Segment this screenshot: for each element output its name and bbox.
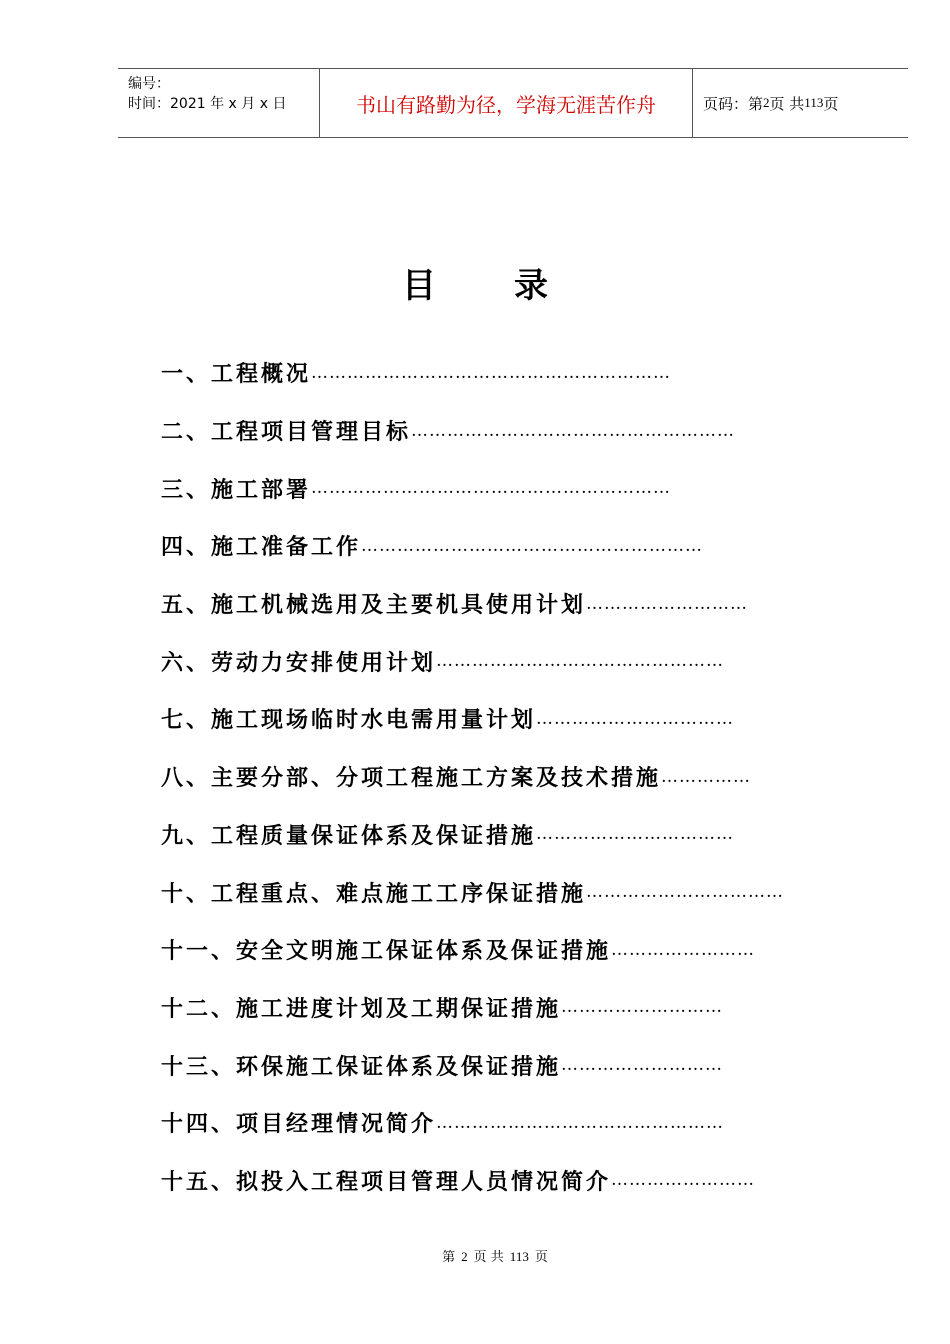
toc-entry[interactable] (161, 921, 821, 979)
page-title (0, 258, 950, 307)
header-page-cell (693, 69, 908, 137)
toc-entry[interactable] (161, 863, 821, 921)
toc-entry[interactable] (161, 806, 821, 864)
toc-entry[interactable] (161, 1036, 821, 1094)
toc-entry-label: 十三、环保施工保证体系及保证措施 (161, 1053, 562, 1080)
page-prefix: 页码：第 (703, 94, 764, 113)
date-label: 时间： (128, 96, 170, 112)
toc-entry-label: 八、主要分部、分项工程施工方案及技术措施 (161, 765, 662, 792)
toc-entry-leader-dots: …………………………………………………… (311, 478, 672, 499)
toc-entry-label: 四、施工准备工作 (161, 534, 362, 561)
toc-entry[interactable] (161, 1094, 821, 1152)
toc-entry[interactable] (161, 748, 821, 806)
toc-entry-label: 十四、项目经理情况简介 (161, 1111, 437, 1138)
toc-entry[interactable] (161, 459, 821, 517)
title-char-1: 目 (402, 266, 436, 306)
footer-mid: 页 共 (473, 1250, 504, 1265)
toc-entry-leader-dots: …………………………… (536, 708, 735, 729)
footer-page-total: 113 (509, 1249, 529, 1264)
date-value: 2021 年 x 月 x 日 (170, 96, 287, 112)
page-total: 113 (804, 95, 824, 110)
motto-text: 书山有路勤为径，学海无涯苦作舟 (356, 92, 656, 117)
toc-entry-leader-dots: …………………………………………………… (311, 362, 672, 383)
page-header (118, 68, 908, 138)
header-meta-cell (118, 69, 320, 137)
toc-entry-leader-dots: ……………………………………………… (411, 420, 736, 441)
page-mid: 页 共 (769, 94, 805, 113)
page-suffix: 页 (823, 94, 839, 113)
header-motto-cell (320, 69, 693, 137)
toc-entry[interactable] (161, 575, 821, 633)
toc-entry-leader-dots: ……………………… (586, 593, 749, 614)
toc-entry[interactable] (161, 1152, 821, 1210)
toc-entry-leader-dots: …………………………… (536, 824, 735, 845)
toc-entry-label: 一、工程概况 (161, 361, 312, 388)
toc-entry[interactable] (161, 690, 821, 748)
page-number: 2 (763, 95, 770, 110)
toc-entry-label: 二、工程项目管理目标 (161, 419, 412, 446)
toc-entry-leader-dots: …………………… (611, 939, 756, 960)
toc-entry-label: 十、工程重点、难点施工工序保证措施 (161, 880, 587, 907)
toc-entry[interactable] (161, 517, 821, 575)
footer-suffix: 页 (534, 1250, 548, 1265)
toc-entry-label: 十一、安全文明施工保证体系及保证措施 (161, 938, 612, 965)
toc-entry-label: 九、工程质量保证体系及保证措施 (161, 822, 537, 849)
footer-prefix: 第 (442, 1250, 456, 1265)
toc-entry-label: 十五、拟投入工程项目管理人员情况简介 (161, 1168, 612, 1195)
toc-entry-leader-dots: ……………………… (561, 997, 724, 1018)
footer-page-number: 2 (461, 1249, 468, 1264)
toc-entry-leader-dots: ………………………………………………… (361, 535, 704, 556)
serial-label: 编号： (128, 76, 170, 92)
toc-entry[interactable] (161, 344, 821, 402)
toc-entry-leader-dots: ………………………………………… (436, 651, 725, 672)
toc-entry-leader-dots: …………………… (611, 1170, 756, 1191)
toc-entry-label: 七、施工现场临时水电需用量计划 (161, 707, 537, 734)
toc-entry[interactable] (161, 979, 821, 1037)
toc-entry-leader-dots: …………… (661, 766, 752, 787)
title-char-2: 录 (514, 266, 548, 306)
page-footer (0, 1246, 950, 1265)
toc-entry-label: 五、施工机械选用及主要机具使用计划 (161, 592, 587, 619)
toc-entry-leader-dots: ……………………… (561, 1055, 724, 1076)
toc-entry-label: 三、施工部署 (161, 476, 312, 503)
toc-entry[interactable] (161, 632, 821, 690)
toc-entry-label: 十二、施工进度计划及工期保证措施 (161, 995, 562, 1022)
table-of-contents (161, 344, 821, 1209)
toc-entry-leader-dots: …………………………… (586, 882, 785, 903)
toc-entry-label: 六、劳动力安排使用计划 (161, 649, 437, 676)
date-line (128, 94, 319, 114)
toc-entry[interactable] (161, 402, 821, 460)
toc-entry-leader-dots: ………………………………………… (436, 1112, 725, 1133)
